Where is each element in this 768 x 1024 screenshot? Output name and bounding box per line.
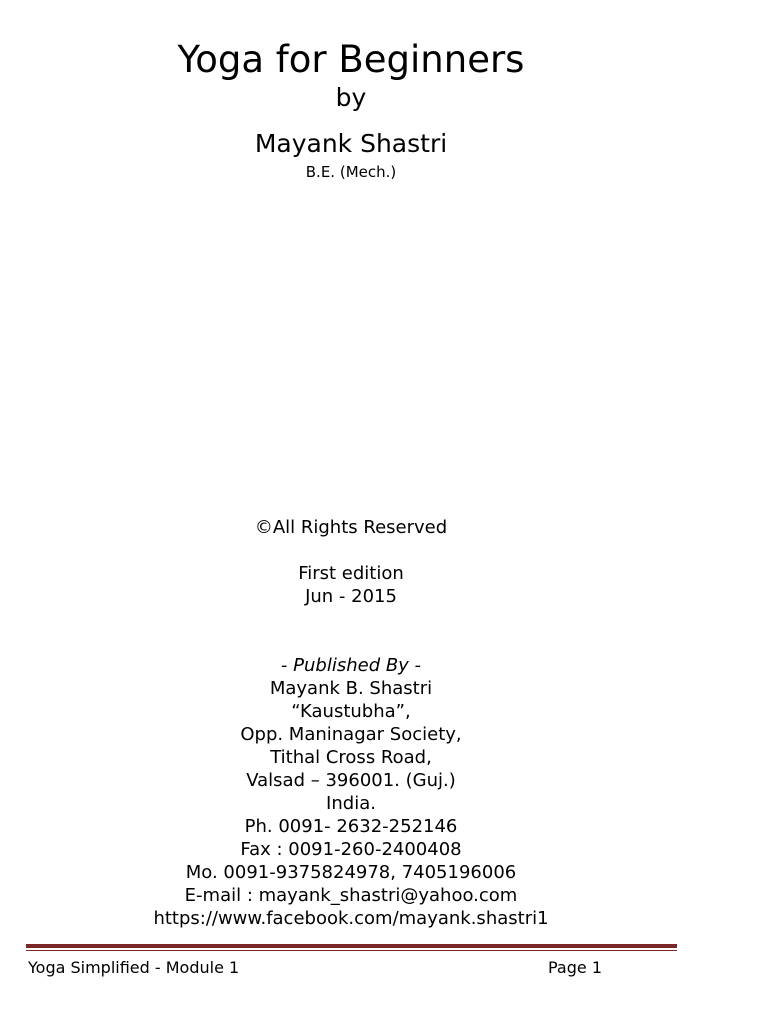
publisher-name: Mayank B. Shastri xyxy=(269,678,433,699)
edition-label: First edition xyxy=(298,563,404,584)
by-line: by xyxy=(335,83,367,112)
author-degree: B.E. (Mech.) xyxy=(305,163,397,181)
publisher-email: E-mail : mayank_shastri@yahoo.com xyxy=(184,885,518,906)
publisher-house: “Kaustubha”, xyxy=(291,701,411,722)
footer-rule-thin xyxy=(26,950,677,951)
spacer xyxy=(0,608,702,631)
publisher-city: Valsad – 396001. (Guj.) xyxy=(246,770,456,791)
author-name: Mayank Shastri xyxy=(254,129,448,158)
publisher-country: India. xyxy=(326,793,376,814)
publisher-phone: Ph. 0091- 2632-252146 xyxy=(244,816,458,837)
published-by-heading: - Published By - xyxy=(280,655,422,676)
footer-rule-thick xyxy=(26,944,677,948)
publisher-facebook-url: https://www.facebook.com/mayank.shastri1 xyxy=(153,908,549,929)
spacer xyxy=(0,631,702,654)
footer-module-label: Yoga Simplified - Module 1 xyxy=(28,958,240,977)
publisher-address-line: Tithal Cross Road, xyxy=(270,747,432,768)
footer-page-number: Page 1 xyxy=(548,958,602,977)
copyright-notice: ©All Rights Reserved xyxy=(254,517,448,538)
publication-info xyxy=(0,516,702,930)
edition-date: Jun - 2015 xyxy=(305,586,397,607)
publisher-address-line: Opp. Maninagar Society, xyxy=(240,724,462,745)
publisher-mobile: Mo. 0091-9375824978, 7405196006 xyxy=(185,862,517,883)
publisher-fax: Fax : 0091-260-2400408 xyxy=(240,839,462,860)
book-title: Yoga for Beginners xyxy=(177,38,525,81)
spacer xyxy=(0,539,702,562)
